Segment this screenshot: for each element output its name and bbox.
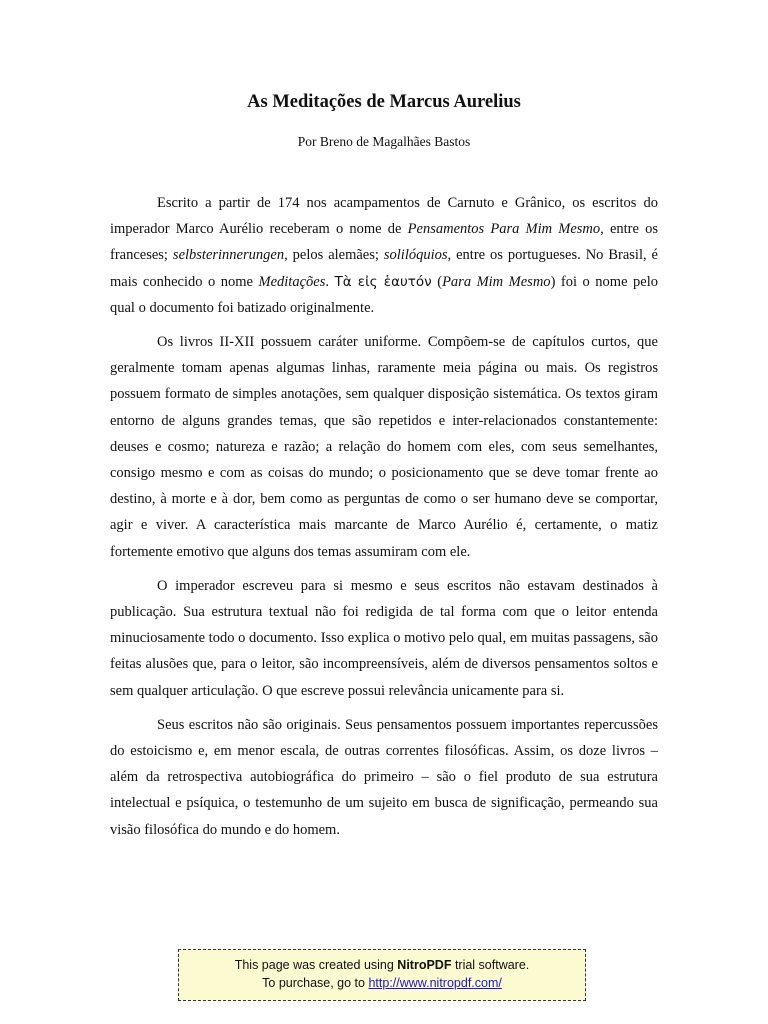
text-run: , entre os portugueses. No Brasil, é mais conhecido o nome (110, 247, 658, 290)
trial-notice-text: trial software. (451, 958, 530, 972)
text-run: ) foi o nome pelo qual o documento foi batizado originalmente. (110, 273, 658, 316)
italic-run: Pensamentos Para Mim Mesmo (407, 221, 601, 238)
greek-title: Τὰ εἰς ἑαυτόν (334, 273, 432, 290)
paragraph-2: Os livros II-XII possuem caráter uniforme. Compõem-se de capítulos curtos, que geralmente tomam apenas algumas linhas, raramente meia página ou mais. Os registros possuem formato de simples anotações, sem qualquer disposição sistemática. Os textos giram entorno de alguns grandes temas, que são repetidos e inter-relacionados constantemente: deuses e cosmo; natureza e razão; a relação do homem com eles, com seus semelhantes, consigo mesmo e com as coisas do mundo; o posicionamento que se deve tomar frente ao destino, à morte e à dor, bem como as perguntas de como o ser humano deve se comportar, agir e viver. A característica mais marcante de Marco Aurélio é, certamente, o matiz fortemente emotivo que alguns dos temas assumiram com ele. (110, 334, 658, 560)
purchase-text: To purchase, go to (262, 976, 369, 990)
trial-notice-line (179, 958, 585, 972)
text-run: ( (431, 273, 443, 290)
italic-run: Meditações (258, 273, 326, 290)
text-run: Escrito a partir de 174 nos acampamentos de Carnuto e Grânico, os escritos do imperador Marco Aurélio receberam o nome de (110, 195, 658, 238)
nitropdf-link[interactable]: http://www.nitropdf.com/ (368, 976, 502, 990)
italic-run: selbsterinnerungen (172, 247, 285, 264)
purchase-line (179, 976, 585, 990)
document-body (110, 190, 658, 851)
italic-run: solilóquios (383, 247, 448, 264)
brand-name: NitroPDF (397, 958, 452, 972)
text-run: . (325, 273, 335, 290)
italic-run: Para Mim Mesmo (442, 273, 551, 290)
text-run: , pelos alemães; (284, 247, 384, 264)
document-title: As Meditações de Marcus Aurelius (247, 92, 521, 112)
trial-notice-text: This page was created using (234, 958, 398, 972)
document-author: Por Breno de Magalhães Bastos (297, 134, 471, 149)
paragraph-4: Seus escritos não são originais. Seus pensamentos possuem importantes repercussões do estoicismo e, em menor escala, de outras correntes filosóficas. Assim, os doze livros – além da retrospectiva autobiográfica do primeiro – são o fiel produto de sua estrutura intelectual e psíquica, o testemunho de um sujeito em busca de significação, permeando sua visão filosófica do mundo e do homem. (110, 716, 658, 838)
text-run: , entre os franceses; (110, 221, 658, 264)
trial-notice-box (178, 949, 586, 1001)
paragraph-3: O imperador escreveu para si mesmo e seus escritos não estavam destinados à publicação. Sua estrutura textual não foi redigida de tal forma com que o leitor entenda minuciosamente todo o documento. Isso explica o motivo pelo qual, em muitas passagens, são feitas alusões que, para o leitor, são incompreensíveis, além de diversos pensamentos soltos e sem qualquer articulação. O que escreve possui relevância unicamente para si. (110, 577, 658, 699)
paragraph-1 (110, 190, 658, 321)
